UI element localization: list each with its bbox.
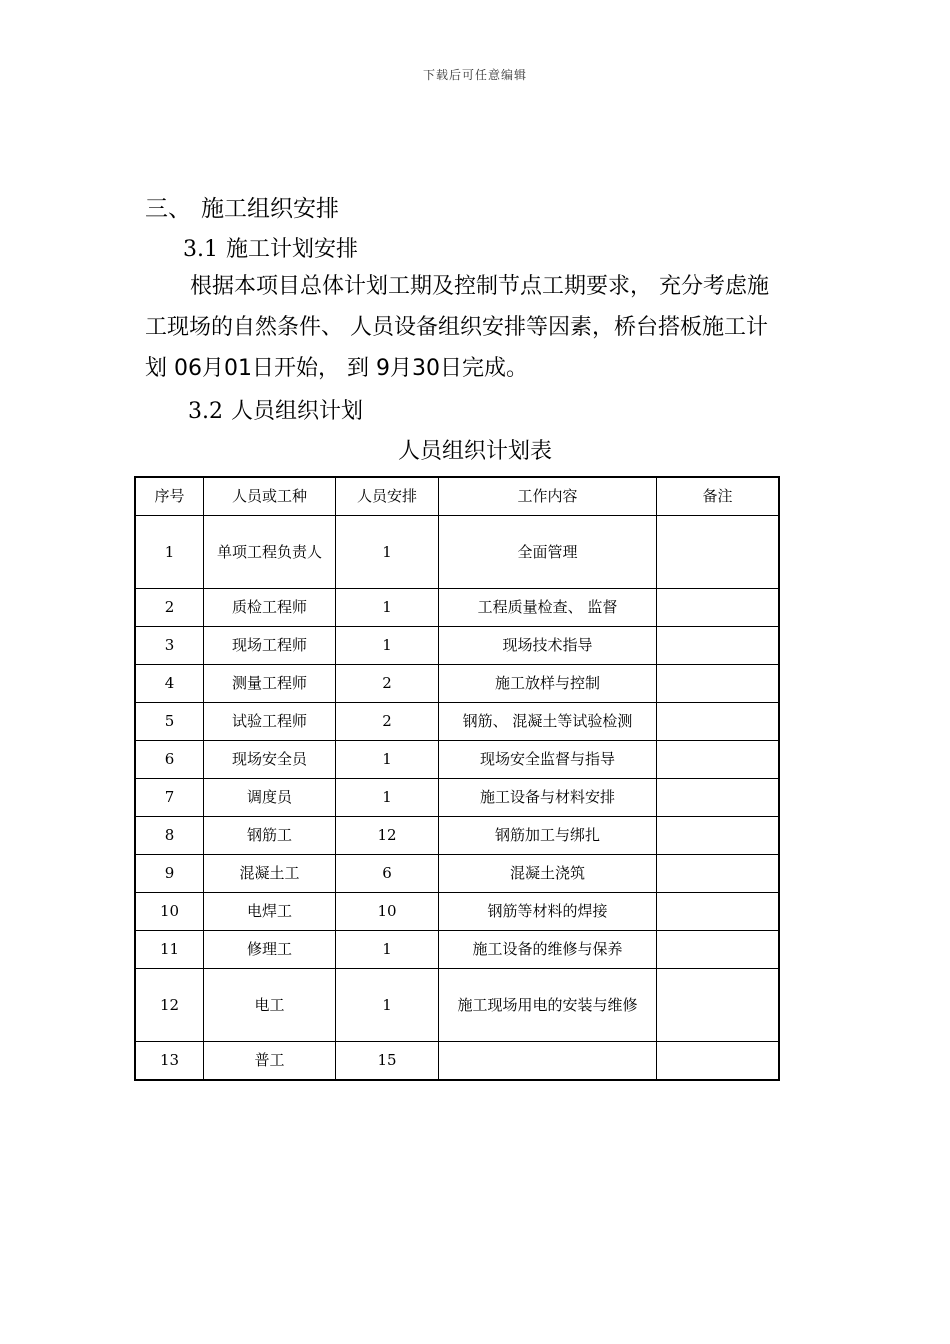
cell-role: 现场工程师 xyxy=(204,627,336,665)
cell-remark xyxy=(657,516,780,589)
cell-count: 6 xyxy=(336,855,439,893)
cell-remark xyxy=(657,931,780,969)
cell-remark xyxy=(657,893,780,931)
cell-role-text: 单项工程负责人 xyxy=(216,542,322,561)
subsection-number: 3.1 xyxy=(183,237,218,262)
table-row xyxy=(135,1042,779,1081)
table-row xyxy=(135,969,779,1042)
cell-index: 10 xyxy=(135,893,204,931)
cell-index: 1 xyxy=(135,516,204,589)
cell-count: 1 xyxy=(336,969,439,1042)
cell-role: 试验工程师 xyxy=(204,703,336,741)
cell-role: 电焊工 xyxy=(204,893,336,931)
cell-index: 5 xyxy=(135,703,204,741)
cell-count: 10 xyxy=(336,893,439,931)
cell-remark xyxy=(657,1042,780,1081)
staff-plan-table xyxy=(134,476,780,1081)
cell-index: 13 xyxy=(135,1042,204,1081)
schedule-paragraph xyxy=(145,266,810,389)
cell-role: 普工 xyxy=(204,1042,336,1081)
cell-duty-text: 施工现场用电的安装与维修 xyxy=(457,995,638,1014)
cell-duty: 钢筋等材料的焊接 xyxy=(439,893,657,931)
cell-role: 现场安全员 xyxy=(204,741,336,779)
cell-index: 3 xyxy=(135,627,204,665)
table-header-row xyxy=(135,477,779,516)
cell-remark xyxy=(657,627,780,665)
cell-role: 混凝土工 xyxy=(204,855,336,893)
paragraph-line: 工现场的自然条件、 人员设备组织安排等因素，桥台搭板施工计 xyxy=(145,315,768,340)
cell-remark xyxy=(657,779,780,817)
cell-duty: 施工设备与材料安排 xyxy=(439,779,657,817)
table-row xyxy=(135,703,779,741)
cell-remark xyxy=(657,969,780,1042)
subsection-heading-3-2 xyxy=(188,394,363,425)
cell-count: 1 xyxy=(336,589,439,627)
cell-duty: 工程质量检查、 监督 xyxy=(439,589,657,627)
cell-duty: 钢筋加工与绑扎 xyxy=(439,817,657,855)
table-row xyxy=(135,855,779,893)
cell-role: 修理工 xyxy=(204,931,336,969)
table-row xyxy=(135,589,779,627)
paragraph-line: 根据本项目总体计划工期及控制节点工期要求， 充分考虑施 xyxy=(190,274,769,299)
header-cell: 备注 xyxy=(657,477,780,516)
cell-index: 8 xyxy=(135,817,204,855)
header-watermark: 下载后可任意编辑 xyxy=(422,68,527,82)
cell-index: 11 xyxy=(135,931,204,969)
cell-index: 12 xyxy=(135,969,204,1042)
cell-index: 4 xyxy=(135,665,204,703)
cell-duty: 现场技术指导 xyxy=(439,627,657,665)
cell-remark xyxy=(657,855,780,893)
cell-role: 测量工程师 xyxy=(204,665,336,703)
cell-remark xyxy=(657,703,780,741)
subsection-title: 施工计划安排 xyxy=(226,237,359,262)
cell-count: 2 xyxy=(336,665,439,703)
cell-remark xyxy=(657,589,780,627)
table-caption: 人员组织计划表 xyxy=(397,439,552,464)
cell-count: 15 xyxy=(336,1042,439,1081)
cell-count: 1 xyxy=(336,931,439,969)
cell-role xyxy=(204,516,336,589)
table-row xyxy=(135,627,779,665)
header-cell: 工作内容 xyxy=(439,477,657,516)
table-row xyxy=(135,741,779,779)
cell-role: 调度员 xyxy=(204,779,336,817)
cell-duty: 施工放样与控制 xyxy=(439,665,657,703)
cell-role: 电工 xyxy=(204,969,336,1042)
subsection-title: 人员组织计划 xyxy=(231,399,364,424)
cell-role: 质检工程师 xyxy=(204,589,336,627)
section-title: 施工组织安排 xyxy=(201,196,339,222)
subsection-heading-3-1 xyxy=(183,232,358,263)
cell-duty: 混凝土浇筑 xyxy=(439,855,657,893)
table-row xyxy=(135,931,779,969)
cell-index: 7 xyxy=(135,779,204,817)
paragraph-line: 划 06月01日开始， 到 9月30日完成。 xyxy=(145,356,528,381)
cell-remark xyxy=(657,817,780,855)
table-row xyxy=(135,817,779,855)
cell-count: 1 xyxy=(336,741,439,779)
cell-count: 1 xyxy=(336,779,439,817)
cell-remark xyxy=(657,665,780,703)
header-cell: 人员或工种 xyxy=(204,477,336,516)
cell-index: 2 xyxy=(135,589,204,627)
cell-duty: 全面管理 xyxy=(439,516,657,589)
cell-count: 1 xyxy=(336,516,439,589)
table-row xyxy=(135,893,779,931)
cell-count: 12 xyxy=(336,817,439,855)
table-row xyxy=(135,665,779,703)
subsection-number: 3.2 xyxy=(188,399,223,424)
section-number: 三、 xyxy=(145,196,191,222)
cell-duty xyxy=(439,969,657,1042)
cell-duty xyxy=(439,1042,657,1081)
cell-duty: 施工设备的维修与保养 xyxy=(439,931,657,969)
cell-count: 1 xyxy=(336,627,439,665)
cell-index: 6 xyxy=(135,741,204,779)
cell-duty: 现场安全监督与指导 xyxy=(439,741,657,779)
header-cell: 人员安排 xyxy=(336,477,439,516)
cell-remark xyxy=(657,741,780,779)
section-heading xyxy=(145,190,339,223)
header-cell: 序号 xyxy=(135,477,204,516)
cell-duty: 钢筋、 混凝土等试验检测 xyxy=(439,703,657,741)
cell-index: 9 xyxy=(135,855,204,893)
cell-count: 2 xyxy=(336,703,439,741)
table-row xyxy=(135,779,779,817)
cell-role: 钢筋工 xyxy=(204,817,336,855)
table-row xyxy=(135,516,779,589)
